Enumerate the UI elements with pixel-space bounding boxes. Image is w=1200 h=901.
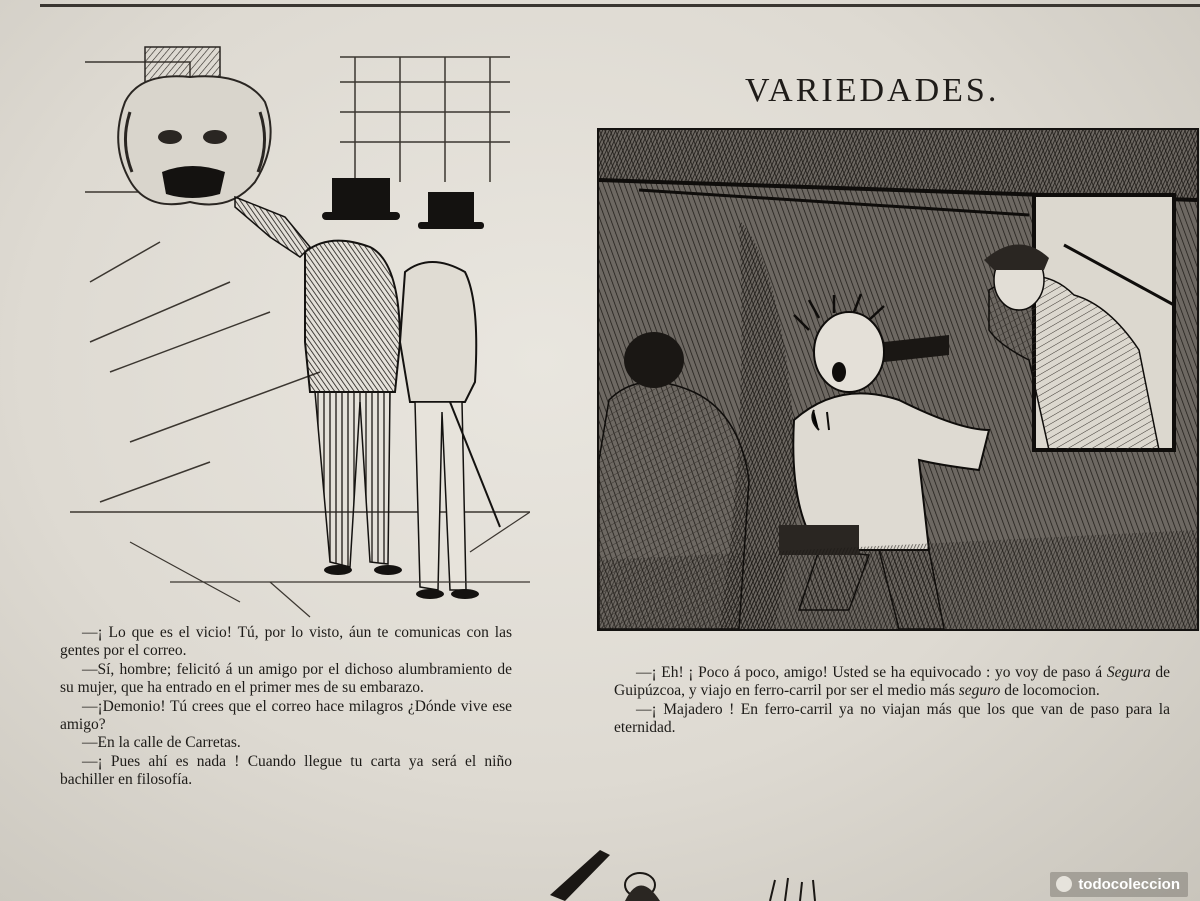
mailbox-engraving bbox=[70, 42, 530, 622]
caption-right-line bbox=[614, 664, 1170, 701]
caption-left-line: —¡ Pues ahí es nada ! Cuando llegue tu carta ya será el niño bachiller en filosofía. bbox=[60, 752, 512, 789]
watermark-text: todocoleccion bbox=[1078, 876, 1180, 893]
caption-right-italic: seguro bbox=[958, 682, 1001, 700]
caption-left-line: —Sí, hombre; felicitó á un amigo por el dichoso alumbramiento de su mujer, que ha entrado en el primer mes de su embarazo. bbox=[60, 660, 512, 697]
top-border-rule bbox=[40, 4, 1200, 7]
caption-right-text: de locomocion. bbox=[1000, 682, 1100, 700]
train-caption bbox=[614, 664, 1170, 738]
watermark-logo-icon bbox=[1056, 876, 1072, 892]
section-title: VARIEDADES. bbox=[745, 72, 1000, 109]
caption-left-line: —¡Demonio! Tú crees que el correo hace milagros ¿Dónde vive ese amigo? bbox=[60, 697, 512, 734]
caption-right-text: —¡ Eh! ¡ Poco á poco, amigo! Usted se ha equivocado : yo voy de paso á bbox=[636, 664, 1107, 681]
caption-right-italic: Segura bbox=[1106, 664, 1151, 681]
caption-right-line: —¡ Majadero ! En ferro-carril ya no viajan más que los que van de paso para la eternidad. bbox=[614, 700, 1170, 737]
caption-left-line: —¡ Lo que es el vicio! Tú, por lo visto, áun te comunicas con las gentes por el correo. bbox=[60, 624, 512, 660]
mailbox-caption bbox=[60, 624, 512, 790]
caption-right-text: de Guipúzcoa, y viajo en ferro-carril por ser el medio más bbox=[614, 664, 1170, 700]
caption-left-line: —En la calle de Carretas. bbox=[82, 734, 241, 752]
train-compartment-engraving bbox=[597, 128, 1199, 631]
bottom-engraving-fragment bbox=[530, 840, 860, 901]
watermark-badge bbox=[1050, 872, 1188, 897]
